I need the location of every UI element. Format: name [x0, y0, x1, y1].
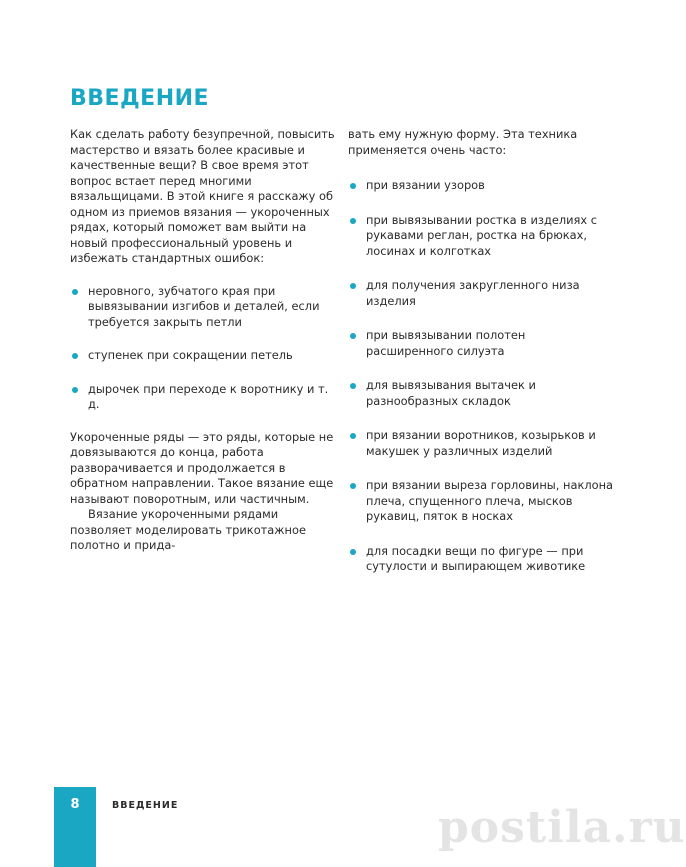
list-item-text: при вывязывании ростка в изделиях с рукавами реглан, ростка на брюках, лосинах и колготках — [366, 212, 598, 258]
page-number-tab — [54, 787, 96, 867]
list-item — [348, 478, 616, 525]
continuation-paragraph: Вязание укороченными рядами позволяет моделировать трикотажное полотно и прида- — [70, 507, 306, 552]
bullet-icon — [72, 353, 78, 359]
list-item-text: для получения закругленного низа изделия — [366, 278, 580, 308]
list-item — [70, 382, 338, 413]
right-column — [348, 127, 616, 594]
list-item — [70, 348, 338, 364]
bullet-icon — [72, 289, 78, 295]
list-item — [348, 544, 616, 575]
definition-paragraph: Укороченные ряды — это ряды, которые не довязываются до конца, работа разворачивается и продолжается в обратном направлении. Такое вязание еще называют поворотным, или частичным. — [70, 429, 334, 506]
list-item — [348, 178, 616, 194]
page-number: 8 — [70, 797, 80, 812]
list-item-text: для посадки вещи по фигуре — при сутулости и выпирающем животике — [366, 543, 586, 573]
list-item — [348, 213, 616, 260]
list-item-text: при вывязывании полотен расширенного силуэта — [366, 328, 526, 358]
list-item-text: неровного, зубчатого края при вывязывании изгибов и деталей, если требуется закрыть петли — [88, 283, 320, 329]
bullet-icon — [350, 283, 356, 289]
bullet-icon — [350, 183, 356, 189]
list-item — [348, 278, 616, 309]
bullet-icon — [350, 383, 356, 389]
running-head: ВВЕДЕНИЕ — [112, 800, 179, 811]
uses-list — [348, 178, 616, 575]
bullet-icon — [350, 333, 356, 339]
problems-list — [70, 284, 338, 413]
bullet-icon — [350, 433, 356, 439]
bullet-icon — [350, 218, 356, 224]
list-item — [348, 378, 616, 409]
continuation-text: вать ему нужную форму. Эта техника применяется очень часто: — [348, 127, 578, 157]
list-item — [70, 284, 338, 331]
bullet-icon — [72, 387, 78, 393]
list-item-text: для вывязывания вытачек и разнообразных складок — [366, 378, 536, 408]
bullet-icon — [350, 483, 356, 489]
left-column — [70, 127, 338, 554]
bullet-icon — [350, 549, 356, 555]
list-item-text: при вязании узоров — [366, 178, 485, 192]
list-item-text: при вязании воротников, козырьков и макушек у различных изделий — [366, 428, 596, 458]
page-title: ВВЕДЕНИЕ — [70, 86, 210, 111]
intro-paragraph: Как сделать работу безупречной, повысить мастерство и вязать более красивые и качественные вещи? В свое время этот вопрос встает перед многими вязальщицами. В этой книге я расскажу об одном из приемов вязания — укороченных рядах, который поможет вам выйти на новый профессиональный уровень и избежать стандартных ошибок: — [70, 127, 335, 265]
list-item-text: дырочек при переходе к воротнику и т. д. — [88, 381, 329, 411]
list-item-text: ступенек при сокращении петель — [88, 348, 293, 362]
list-item — [348, 428, 616, 459]
list-item — [348, 328, 616, 359]
list-item-text: при вязании выреза горловины, наклона плеча, спущенного плеча, мысков рукавиц, пяток в носках — [366, 478, 613, 523]
watermark: postila.ru — [438, 802, 686, 853]
